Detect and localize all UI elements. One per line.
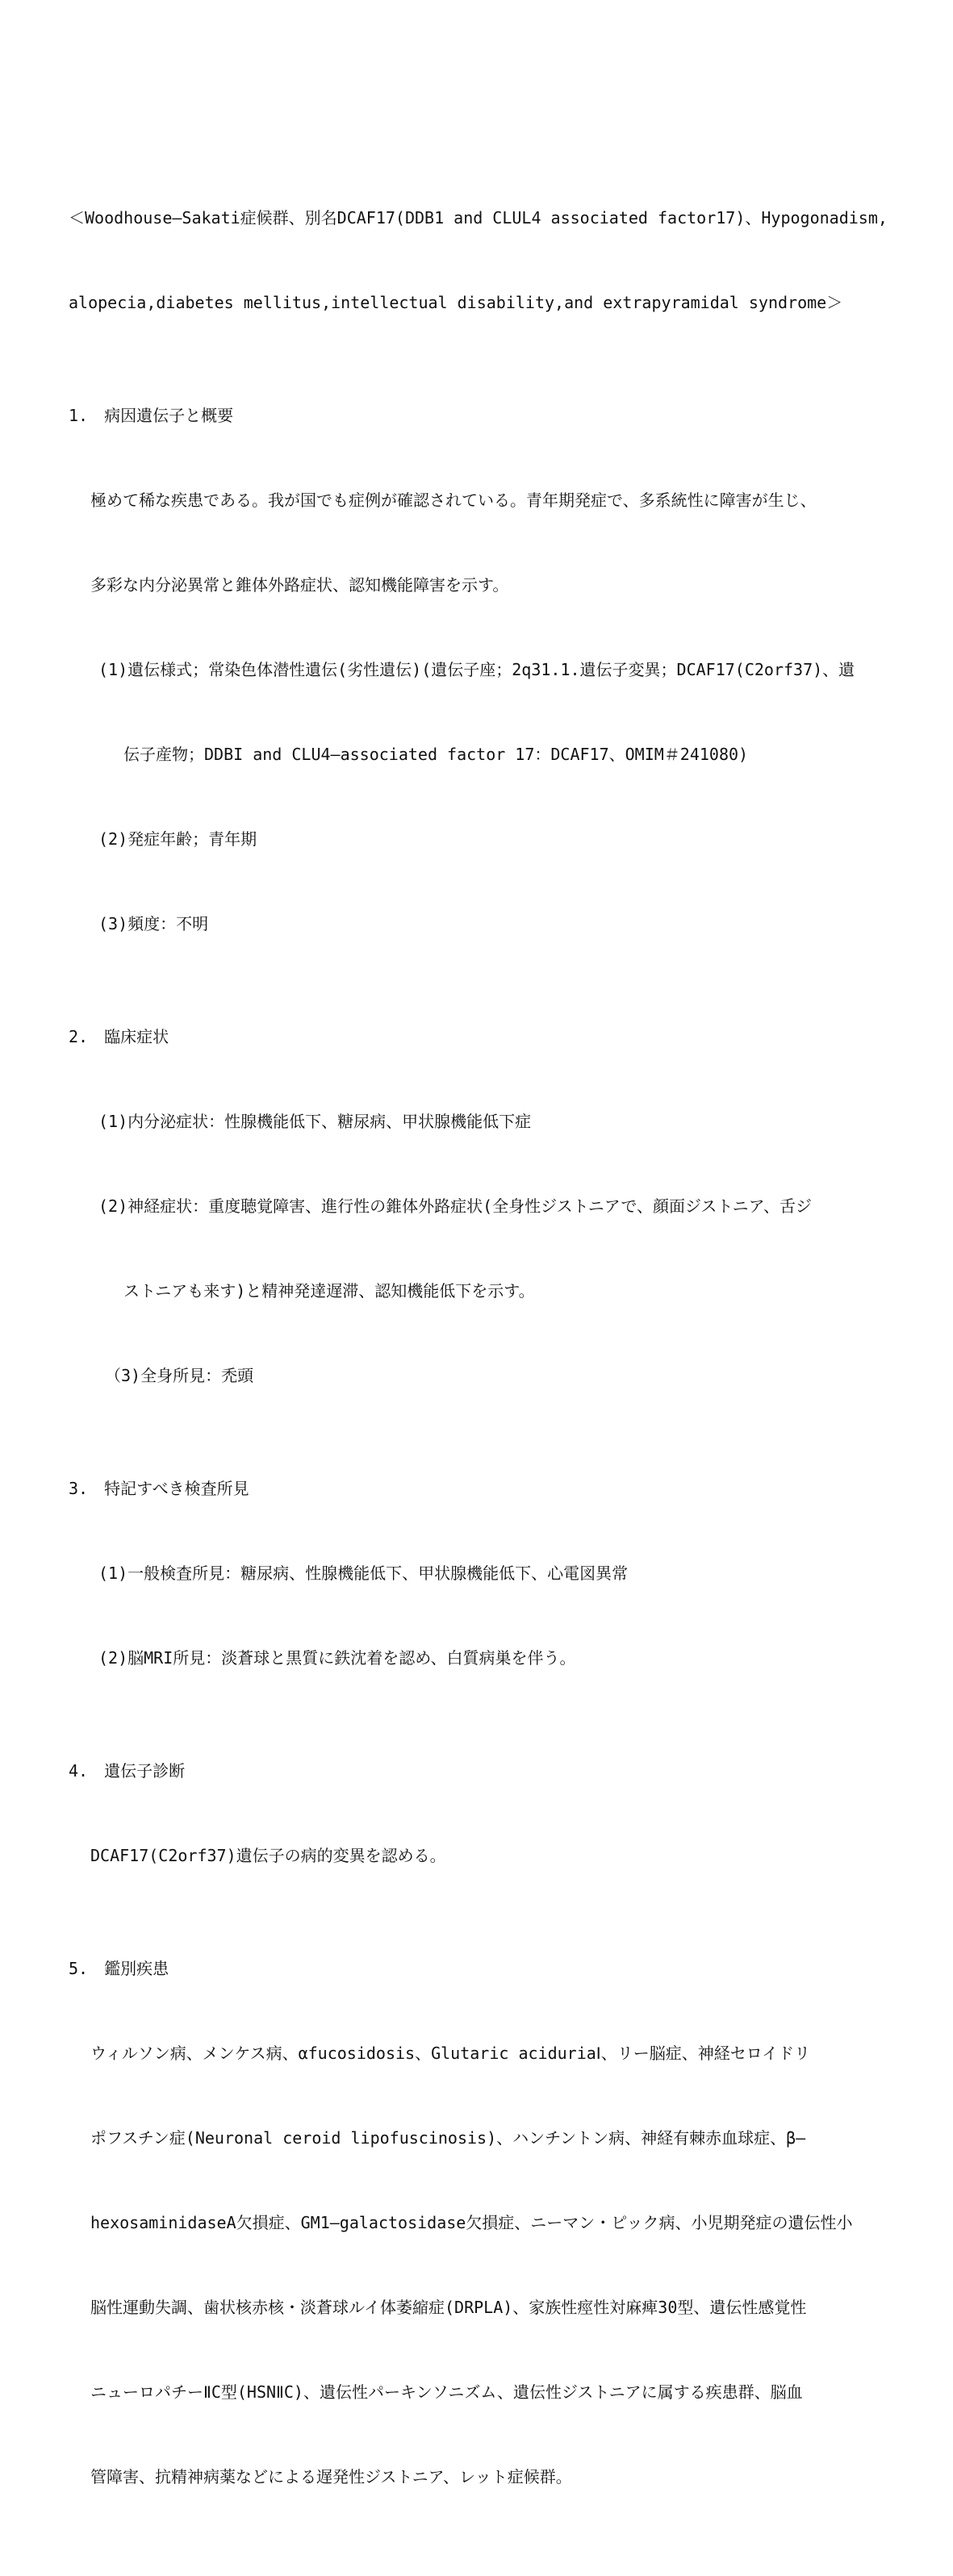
section-5-body-line-3: hexosaminidaseA欠損症、GM1—galactosidase欠損症、ニーマン・ピック病、小児期発症の遺伝性小 xyxy=(90,2213,853,2232)
section-5-body-line-5: ニューロパチーⅡC型(HSNⅡC)、遺伝性パーキンソニズム、遺伝性ジストニアに属する疾患群、脳血 xyxy=(90,2382,803,2402)
item-2-2-line-1: (2)神経症状：重度聴覚障害、進行性の錐体外路症状(全身性ジストニアで、顔面ジストニア、舌ジ xyxy=(98,1196,812,1216)
section-4-heading: 4. 遺伝子診断 xyxy=(69,1761,186,1781)
document-text-block xyxy=(69,119,916,2576)
section-5-body-line-4: 脳性運動失調、歯状核赤核・淡蒼球ルイ体萎縮症(DRPLA)、家族性痙性対麻痺30型、遺伝性感覚性 xyxy=(90,2298,807,2317)
item-3-1: (1)一般検査所見：糖尿病、性腺機能低下、甲状腺機能低下、心電図異常 xyxy=(98,1564,629,1583)
section-5-body-line-6: 管障害、抗精神病薬などによる遅発性ジストニア、レット症候群。 xyxy=(90,2467,572,2486)
item-2-2-line-2: ストニアも来す)と精神発達遅滞、認知機能低下を示す。 xyxy=(123,1281,535,1301)
section-1-body-line-2: 多彩な内分泌異常と錐体外路症状、認知機能障害を示す。 xyxy=(90,575,509,595)
item-3-2: (2)脳MRI所見：淡蒼球と黒質に鉄沈着を認め、白質病巣を伴う。 xyxy=(98,1648,576,1668)
section-3-heading: 3. 特記すべき検査所見 xyxy=(69,1479,249,1498)
item-2-3: （3)全身所見：禿頭 xyxy=(105,1366,254,1385)
item-1-1-line-1: (1)遺伝様式；常染色体潜性遺伝(劣性遺伝)(遺伝子座；2q31.1.遺伝子変異；DCAF17(C2orf37)、遺 xyxy=(98,660,855,679)
title-line-2: alopecia,diabetes mellitus,intellectual disability,and extrapyramidal syndrome＞ xyxy=(69,293,843,312)
section-5-body-line-2: ポフスチン症(Neuronal ceroid lipofuscinosis)、ハンチントン病、神経有棘赤血球症、β— xyxy=(90,2128,806,2148)
section-1-heading: 1. 病因遺伝子と概要 xyxy=(69,406,234,425)
section-1-body-line-1: 極めて稀な疾患である。我が国でも症例が確認されている。青年期発症で、多系統性に障害が生じ、 xyxy=(90,491,817,510)
item-1-2: (2)発症年齢；青年期 xyxy=(98,829,257,849)
item-2-1: (1)内分泌症状：性腺機能低下、糖尿病、甲状腺機能低下症 xyxy=(98,1112,532,1131)
item-1-3: (3)頻度：不明 xyxy=(98,914,209,933)
section-4-body: DCAF17(C2orf37)遺伝子の病的変異を認める。 xyxy=(90,1846,446,1865)
title-line-1: ＜Woodhouse—Sakati症候群、別名DCAF17(DDB1 and CLUL4 associated factor17)、Hypogonadism, xyxy=(69,208,888,228)
section-2-heading: 2. 臨床症状 xyxy=(69,1027,169,1046)
item-1-1-line-2: 伝子産物；DDBI and CLU4—associated factor 17：DCAF17、OMIM＃241080) xyxy=(123,745,749,764)
section-5-body-line-1: ウィルソン病、メンケス病、αfucosidosis、Glutaric aciduriaⅠ、リー脳症、神経セロイドリ xyxy=(90,2044,811,2063)
section-5-heading: 5. 鑑別疾患 xyxy=(69,1959,169,1978)
